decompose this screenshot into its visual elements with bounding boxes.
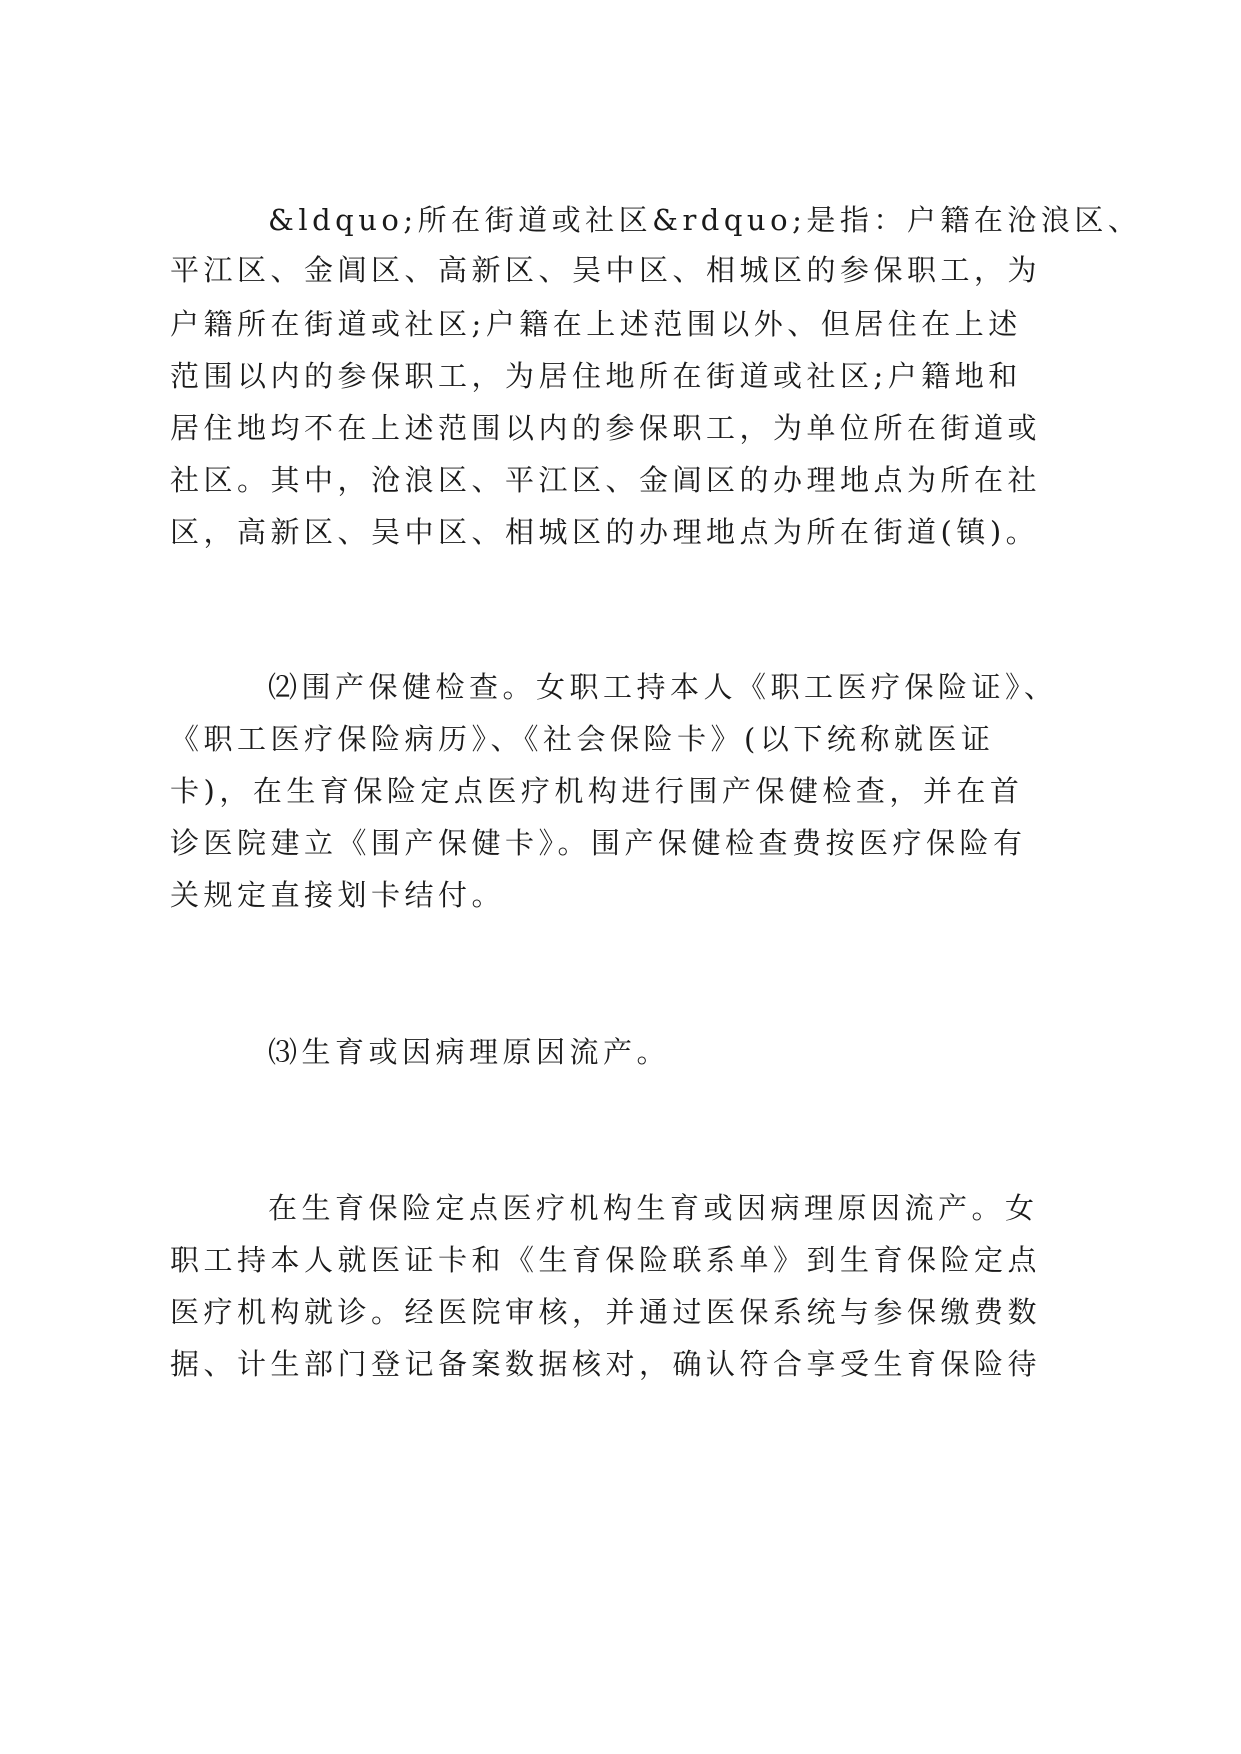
paragraph-1-line-1: &ldquo;所在街道或社区&rdquo;是指：户籍在沧浪区、 <box>268 203 1142 237</box>
paragraph-2-line-3: 卡)，在生育保险定点医疗机构进行围产保健检查，并在首 <box>170 774 1024 808</box>
paragraph-1-line-4: 范围以内的参保职工，为居住地所在街道或社区;户籍地和 <box>170 359 1022 393</box>
paragraph-4-line-1: 在生育保险定点医疗机构生育或因病理原因流产。女 <box>268 1191 1039 1225</box>
paragraph-1-line-6: 社区。其中，沧浪区、平江区、金阊区的办理地点为所在社 <box>170 463 1042 497</box>
paragraph-1-line-5: 居住地均不在上述范围以内的参保职工，为单位所在街道或 <box>170 411 1042 445</box>
paragraph-1-line-2: 平江区、金阊区、高新区、吴中区、相城区的参保职工，为 <box>170 253 1042 287</box>
paragraph-2-line-1: ⑵围产保健检查。女职工持本人《职工医疗保险证》、 <box>268 670 1058 704</box>
paragraph-2-line-2: 《职工医疗保险病历》、《社会保险卡》(以下统称就医证 <box>170 722 995 756</box>
paragraph-4-line-3: 医疗机构就诊。经医院审核，并通过医保系统与参保缴费数 <box>170 1295 1042 1329</box>
paragraph-1-line-3: 户籍所在街道或社区;户籍在上述范围以外、但居住在上述 <box>170 307 1022 341</box>
paragraph-4-line-4: 据、计生部门登记备案数据核对，确认符合享受生育保险待 <box>170 1347 1042 1381</box>
paragraph-4-line-2: 职工持本人就医证卡和《生育保险联系单》到生育保险定点 <box>170 1243 1042 1277</box>
paragraph-1-line-7: 区，高新区、吴中区、相城区的办理地点为所在街道(镇)。 <box>170 515 1040 549</box>
paragraph-3-line-1: ⑶生育或因病理原因流产。 <box>268 1035 671 1069</box>
paragraph-2-line-4: 诊医院建立《围产保健卡》。围产保健检查费按医疗保险有 <box>170 826 1027 860</box>
paragraph-2-line-5: 关规定直接划卡结付。 <box>170 878 506 912</box>
